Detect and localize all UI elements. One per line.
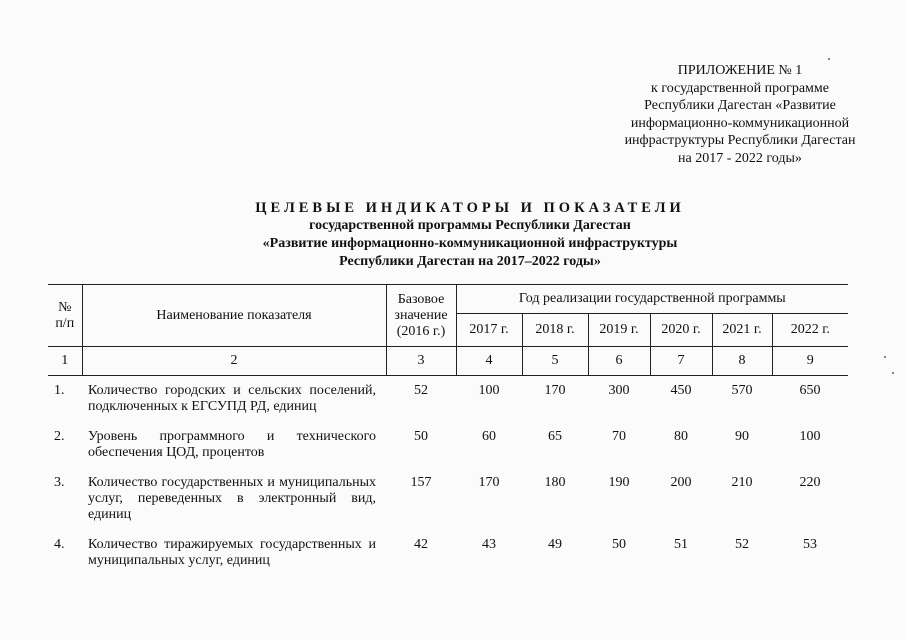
header-year: 2019 г.: [588, 314, 650, 347]
row-index: 4.: [54, 537, 65, 552]
appendix-block: [600, 62, 880, 167]
header-indicator-name: Наименование показателя: [82, 285, 386, 347]
row-indicator-name: Количество городских и сельских поселений, подключенных к ЕГСУПД РД, единиц: [88, 383, 376, 414]
column-number: 3: [386, 347, 456, 376]
row-year-value: 450: [670, 383, 692, 398]
row-year-value: 80: [674, 429, 688, 444]
header-year: 2017 г.: [456, 314, 522, 347]
appendix-line: информационно-коммуникационной: [630, 115, 850, 131]
column-number: 6: [588, 347, 650, 376]
table-row: [48, 530, 848, 576]
row-year-value: 43: [482, 537, 496, 552]
column-number: 5: [522, 347, 588, 376]
row-base-value: 52: [414, 383, 428, 398]
row-year-value: 49: [548, 537, 562, 552]
row-index: 3.: [54, 475, 65, 490]
heading-title: ЦЕЛЕВЫЕ ИНДИКАТОРЫ И ПОКАЗАТЕЛИ: [255, 200, 685, 216]
table-row: [48, 468, 848, 530]
scan-speck: [884, 356, 886, 358]
row-year-value: 170: [478, 475, 500, 490]
column-numbers-row: [48, 347, 848, 376]
scan-speck: [828, 58, 830, 60]
row-year-value: 60: [482, 429, 496, 444]
heading-subtitle-1: государственной программы Республики Дагестан: [309, 218, 631, 233]
header-year: 2020 г.: [650, 314, 712, 347]
header-year: 2021 г.: [712, 314, 772, 347]
row-index: 2.: [54, 429, 65, 444]
table-row: [48, 422, 848, 468]
column-number: 4: [456, 347, 522, 376]
header-year: 2018 г.: [522, 314, 588, 347]
header-years-group: Год реализации государственной программы: [456, 285, 848, 314]
row-base-value: 157: [410, 475, 432, 490]
row-year-value: 51: [674, 537, 688, 552]
column-number: 7: [650, 347, 712, 376]
row-index: 1.: [54, 383, 65, 398]
row-year-value: 300: [608, 383, 630, 398]
heading-subtitle-2: «Развитие информационно-коммуникационной инфраструктуры: [262, 236, 678, 251]
document-heading: [80, 199, 860, 271]
row-year-value: 570: [731, 383, 753, 398]
appendix-line: инфраструктуры Республики Дагестан: [624, 133, 856, 148]
row-year-value: 52: [735, 537, 749, 552]
indicators-table: [48, 284, 848, 576]
appendix-line: Республики Дагестан «Развитие: [644, 98, 836, 113]
header-number: № п/п: [48, 285, 82, 347]
row-year-value: 200: [670, 475, 692, 490]
row-base-value: 42: [414, 537, 428, 552]
column-number: 1: [48, 347, 82, 376]
row-year-value: 190: [608, 475, 630, 490]
row-year-value: 50: [612, 537, 626, 552]
row-indicator-name: Уровень программного и технического обеспечения ЦОД, процентов: [88, 429, 376, 460]
column-number: 2: [82, 347, 386, 376]
row-year-value: 180: [544, 475, 566, 490]
heading-subtitle-3: Республики Дагестан на 2017–2022 годы»: [339, 254, 601, 269]
row-indicator-name: Количество тиражируемых государственных и муниципальных услуг, единиц: [88, 537, 376, 568]
row-year-value: 100: [799, 429, 821, 444]
appendix-line: на 2017 - 2022 годы»: [678, 150, 802, 166]
column-number: 9: [772, 347, 848, 376]
row-year-value: 100: [478, 383, 500, 398]
column-number: 8: [712, 347, 772, 376]
scan-speck: [892, 372, 894, 374]
appendix-line: ПРИЛОЖЕНИЕ № 1: [677, 63, 803, 78]
row-year-value: 210: [731, 475, 753, 490]
row-year-value: 650: [799, 383, 821, 398]
row-year-value: 65: [548, 429, 562, 444]
row-year-value: 70: [612, 429, 626, 444]
row-year-value: 170: [544, 383, 566, 398]
table-row: [48, 376, 848, 423]
header-base-value: Базовое значение (2016 г.): [386, 285, 456, 347]
header-year: 2022 г.: [772, 314, 848, 347]
row-year-value: 220: [799, 475, 821, 490]
row-year-value: 53: [803, 537, 818, 552]
row-year-value: 90: [735, 429, 749, 444]
row-base-value: 50: [414, 429, 428, 444]
appendix-line: к государственной программе: [651, 80, 829, 96]
row-indicator-name: Количество государственных и муниципальных услуг, переведенных в электронный вид, единиц: [88, 475, 376, 522]
